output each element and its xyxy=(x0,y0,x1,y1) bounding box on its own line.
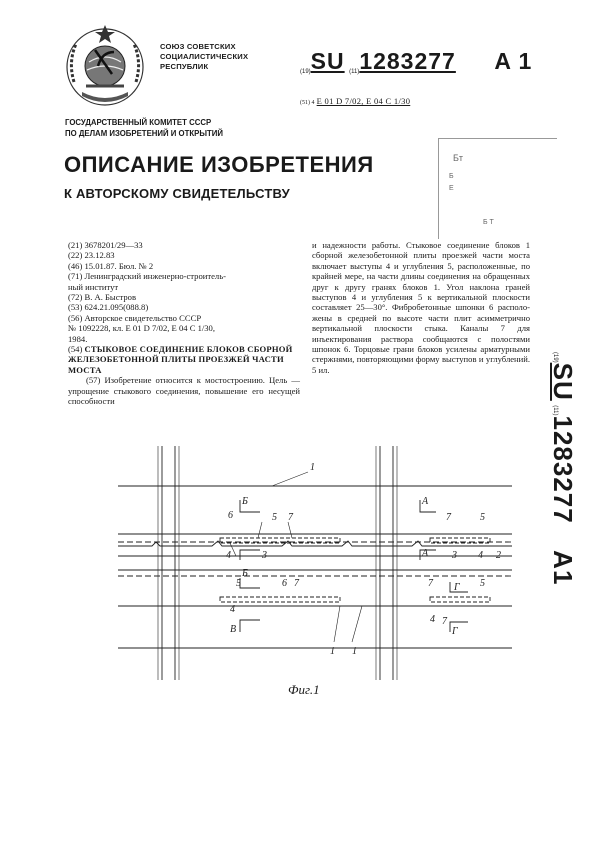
left-column xyxy=(68,240,300,407)
label-1: 1 xyxy=(352,646,357,657)
label-3: 3 xyxy=(452,550,457,561)
label-7: 7 xyxy=(428,578,433,589)
biblio-line: 1984. xyxy=(68,333,88,344)
library-stamp xyxy=(438,138,557,239)
label-6: 6 xyxy=(228,510,233,521)
patent-number: 1283277 xyxy=(359,48,456,74)
org-line: СОЦИАЛИСТИЧЕСКИХ xyxy=(160,52,249,61)
abstract-left-text: Изобретение относится к мостостроению. Цель — упрощение стыкового соединения, повышение его несущей способности xyxy=(68,375,300,407)
section-label-v: В xyxy=(230,624,237,635)
biblio-line: (56) Авторское свидетельство СССР xyxy=(68,312,202,323)
country-code: SU xyxy=(310,48,345,74)
state-emblem xyxy=(62,22,148,108)
label-1: 1 xyxy=(330,646,335,657)
section-marker-v-top xyxy=(240,578,260,588)
label-6: 6 xyxy=(282,578,287,589)
side-patent-number-text xyxy=(547,352,578,585)
figure-caption: Фиг.1 xyxy=(288,682,320,697)
section-label-g: Г xyxy=(454,582,460,593)
org-line: СОЮЗ СОВЕТСКИХ xyxy=(160,42,236,51)
invention-title xyxy=(68,344,300,375)
side-kind-code: A1 xyxy=(548,550,578,586)
side-inid-19: (19) xyxy=(552,352,558,363)
stamp-text: Е xyxy=(449,185,454,192)
inid-11: (11) xyxy=(349,69,360,75)
ipc-codes: E 01 D 7/02, E 04 C 1/30 xyxy=(316,96,411,106)
label-4: 4 xyxy=(430,614,435,625)
side-patent-number xyxy=(548,352,578,672)
patent-number-row xyxy=(300,48,532,75)
label-4: 4 xyxy=(230,604,235,615)
label-3: 3 xyxy=(262,550,267,561)
biblio-line: (21) 3678201/29—33 xyxy=(68,240,143,250)
org-name xyxy=(160,42,248,72)
abstract-right: и надежности работы. Стыковое соединение блоков 1 сборной железобетонной плиты проезжей части моста включает выступы 4 и углубления 5, расположенные, по крайней мере, на части длины соединения на обращенных друг к другу гранях блоков 1. Угол наклона граней выступов 4 и углубления 5 к вертикальной плоскости составляет 25—30°. Фибробетонные шпонки 6 расположены в средней по высоте части плит асимметрично вертикальной плоскости стыка. Каналы 7 для инъектирования раствора сообщаются с полостями шпонок 6. Торцовые грани блоков усилены арматурными стержнями, повторяющими форму выступов и углублений. 5 ил. xyxy=(312,240,530,375)
section-marker-v-bottom xyxy=(240,620,260,632)
label-4: 4 xyxy=(226,550,231,561)
label-7: 7 xyxy=(446,512,451,523)
section-label-a: А xyxy=(422,548,429,559)
inid-54: (54) xyxy=(68,344,83,355)
fibre-concrete-key xyxy=(220,597,340,602)
section-label-a: А xyxy=(422,496,429,507)
biblio-line: ный институт xyxy=(68,281,119,292)
abstract-left xyxy=(68,375,300,406)
vertical-girder-left xyxy=(158,446,179,680)
section-label-b: Б xyxy=(242,568,248,579)
figure-1-drawing xyxy=(112,446,512,680)
label-5: 5 xyxy=(272,512,277,523)
invention-title-text: СТЫКОВОЕ СОЕДИНЕНИЕ БЛОКОВ СБОРНОЙ ЖЕЛЕЗОБЕТОННОЙ ПЛИТЫ ПРОЕЗЖЕЙ ЧАСТИ МОСТА xyxy=(68,344,293,375)
label-5: 5 xyxy=(480,578,485,589)
committee-line: ПО ДЕЛАМ ИЗОБРЕТЕНИЙ И ОТКРЫТИЙ xyxy=(65,128,223,138)
label-7: 7 xyxy=(288,512,293,523)
vertical-girder-right xyxy=(376,446,397,680)
side-number: 1283277 xyxy=(548,415,578,524)
biblio-line: (53) 624.21.095(088.8) xyxy=(68,302,149,313)
side-country-code: SU xyxy=(548,362,578,401)
document-title: ОПИСАНИЕ ИЗОБРЕТЕНИЯ xyxy=(64,152,374,177)
slab-block-outlines xyxy=(118,486,512,648)
org-line: РЕСПУБЛИК xyxy=(160,62,209,71)
biblio-line: (46) 15.01.87. Бюл. № 2 xyxy=(68,260,154,271)
inid-51: (51) 4 xyxy=(300,100,315,106)
biblio-line: (72) В. А. Быстров xyxy=(68,292,137,303)
inid-57: (57) xyxy=(86,375,101,386)
section-label-g: Г xyxy=(452,626,458,637)
stamp-text: Б Т xyxy=(483,219,494,226)
committee-line: ГОСУДАРСТВЕННЫЙ КОМИТЕТ СССР xyxy=(65,118,212,127)
label-2: 2 xyxy=(496,550,501,561)
label-4: 4 xyxy=(478,550,483,561)
label-7: 7 xyxy=(294,578,299,589)
biblio-line: (71) Ленинградский инженерно-строитель- xyxy=(68,271,227,282)
stamp-text: Б xyxy=(449,173,454,180)
fibre-concrete-key xyxy=(430,597,490,602)
kind-code: A 1 xyxy=(494,48,533,74)
section-marker-b-bottom xyxy=(240,550,260,560)
label-5: 5 xyxy=(236,578,241,589)
side-inid-11: (11) xyxy=(552,405,558,416)
biblio-line: (22) 23.12.83 xyxy=(68,250,115,261)
document-subtitle: К АВТОРСКОМУ СВИДЕТЕЛЬСТВУ xyxy=(64,186,290,201)
biblio-line: № 1092228, кл. Е 01 D 7/02, Е 04 С 1/30, xyxy=(68,323,216,334)
section-label-b: Б xyxy=(242,496,248,507)
inid-19: (19) xyxy=(300,69,311,75)
label-1: 1 xyxy=(310,462,315,473)
label-7: 7 xyxy=(442,616,447,627)
label-5: 5 xyxy=(480,512,485,523)
committee-name xyxy=(65,118,223,139)
ipc-classification xyxy=(300,96,410,106)
stamp-text: Бт xyxy=(453,153,464,163)
